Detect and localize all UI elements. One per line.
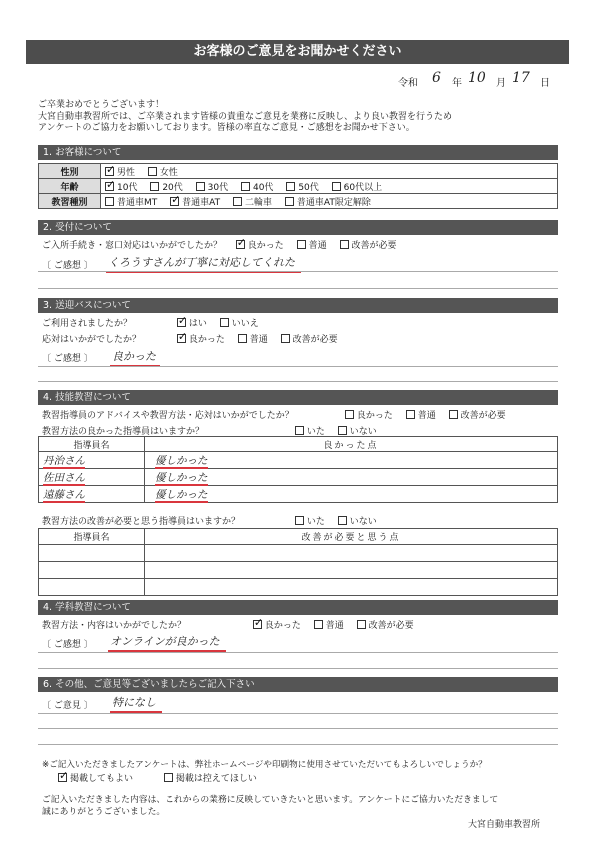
table-row [39, 545, 558, 562]
checkbox-icon [286, 182, 295, 191]
thanks-text [42, 794, 567, 818]
reception-normal-option[interactable]: 普通 [297, 238, 327, 251]
good-point[interactable]: 優しかった [155, 471, 208, 484]
type-option[interactable]: ✓ 普通車AT [170, 195, 220, 208]
table-row [39, 452, 558, 469]
type-option[interactable]: 二輪車 [233, 195, 272, 208]
bus-service-row [42, 332, 348, 345]
checkbox-icon [105, 197, 114, 206]
date-row [398, 70, 568, 90]
bus-good-option[interactable]: ✓ 良かった [177, 332, 225, 345]
reception-question: ご入所手続き・窓口対応はいかがでしたか？ [42, 241, 223, 251]
checkbox-icon [241, 182, 250, 191]
bus-comment-label: 〔 ご感想 〕 [42, 354, 93, 364]
skill-improve-option[interactable]: 改善が必要 [449, 408, 506, 421]
checkbox-icon [449, 410, 458, 419]
table-row [39, 579, 558, 596]
checkbox-icon [297, 240, 306, 249]
checkbox-icon [238, 334, 247, 343]
comment-line [38, 366, 558, 367]
reception-improve-option[interactable]: 改善が必要 [340, 238, 397, 251]
checkbox-icon [164, 773, 173, 782]
checkbox-checked-icon [177, 318, 186, 327]
age-option[interactable]: 40代 [241, 180, 273, 193]
checkbox-checked-icon [253, 620, 262, 629]
bus-comment[interactable]: 良かった [110, 348, 160, 367]
intro-line2: 大宮自動車教習所では、ご卒業されます皆様の貴重なご意見を業務に反映し、より良い教習を行うため [38, 111, 453, 122]
bad-yes-option[interactable]: いた [295, 514, 325, 527]
date-day[interactable]: 17 [512, 70, 530, 86]
date-year-unit: 年 [452, 78, 462, 89]
bad-instructor-table [38, 528, 558, 596]
checkbox-checked-icon [105, 167, 114, 176]
other-comment[interactable]: 特になし [110, 694, 162, 713]
bad-instructor-question: 教習方法の改善が必要と思う指導員はいますか？ [42, 517, 241, 527]
comment-line [38, 652, 558, 653]
age-option[interactable]: ✓ 10代 [105, 180, 137, 193]
checkbox-icon [196, 182, 205, 191]
col-bad-point: 改善が必要と思う点 [145, 529, 558, 545]
age-option[interactable]: 60代以上 [332, 180, 382, 193]
intro-line3: アンケートのご協力をお願いしております。皆様の率直なご意見・ご感想をお聞かせ下さい。 [38, 123, 415, 133]
col-good-point: 良かった点 [145, 437, 558, 452]
skill-question-row [42, 408, 516, 421]
section-1-header: 1. お客様について [38, 145, 558, 160]
good-instructor-table [38, 436, 558, 503]
other-comment-label: 〔 ご意見 〕 [42, 701, 93, 711]
date-month-unit: 月 [496, 78, 506, 89]
checkbox-icon [295, 516, 304, 525]
page-title: お客様のご意見をお聞かせください [193, 44, 402, 59]
checkbox-icon [338, 516, 347, 525]
bus-service-question: 応対はいかがでしたか？ [42, 335, 142, 345]
bus-no-option[interactable]: いいえ [220, 316, 259, 329]
lecture-normal-option[interactable]: 普通 [314, 618, 344, 631]
bus-normal-option[interactable]: 普通 [238, 332, 268, 345]
gender-options [101, 164, 558, 179]
checkbox-icon [345, 410, 354, 419]
comment-line [38, 668, 558, 669]
lecture-question: 教習方法・内容はいかがでしたか？ [42, 621, 187, 631]
bad-instructor-row [42, 514, 387, 527]
good-instructor-question: 教習方法の良かった指導員はいますか？ [42, 427, 205, 437]
date-year[interactable]: 6 [432, 70, 441, 86]
intro-line1: ご卒業おめでとうございます！ [38, 100, 165, 110]
date-month[interactable]: 10 [468, 70, 486, 86]
checkbox-icon [295, 426, 304, 435]
type-options [101, 194, 558, 209]
checkbox-icon [332, 182, 341, 191]
section-4-header: 4. 技能教習について [38, 390, 558, 405]
lecture-question-row [42, 618, 424, 631]
checkbox-checked-icon [58, 773, 67, 782]
reception-good-option[interactable]: ✓ 良かった [236, 238, 284, 251]
col-instructor-name: 指導員名 [39, 437, 145, 452]
checkbox-icon [150, 182, 159, 191]
publish-ok-option[interactable]: ✓掲載してもよい [58, 771, 133, 784]
intro-text [38, 100, 563, 135]
comment-line [38, 728, 558, 729]
checkbox-icon [285, 197, 294, 206]
date-era: 令和 [398, 78, 418, 89]
checkbox-icon [406, 410, 415, 419]
customer-info-table [38, 163, 558, 209]
gender-label: 性別 [39, 164, 101, 179]
skill-question: 教習指導員のアドバイスや教習方法・応対はいかがでしたか？ [42, 411, 294, 421]
table-row [39, 562, 558, 579]
section-2-header: 2. 受付について [38, 220, 558, 235]
company-name: 大宮自動車教習所 [468, 820, 541, 830]
bus-usage-row [42, 316, 269, 329]
skill-good-option[interactable]: 良かった [345, 408, 393, 421]
thanks-line2: 誠にありがとうございました。 [42, 807, 166, 817]
good-point[interactable]: 優しかった [155, 488, 208, 501]
bad-no-option[interactable]: いない [338, 514, 377, 527]
lecture-improve-option[interactable]: 改善が必要 [357, 618, 414, 631]
section-3-header: 3. 送迎バスについて [38, 298, 558, 313]
table-row [39, 486, 558, 503]
thanks-line1: ご記入いただきました内容は、これからの業務に反映していきたいと思います。アンケートにご協力いただきまして [42, 795, 499, 805]
lecture-comment[interactable]: オンラインが良かった [108, 633, 226, 652]
checkbox-icon [314, 620, 323, 629]
age-options [101, 179, 558, 194]
checkbox-icon [281, 334, 290, 343]
comment-line [38, 381, 558, 382]
age-option[interactable]: 50代 [286, 180, 318, 193]
checkbox-icon [220, 318, 229, 327]
good-yes-option[interactable]: いた [295, 424, 325, 437]
checkbox-icon [340, 240, 349, 249]
section-6-header: 6. その他、ご意見等ございましたらご記入下さい [38, 677, 558, 692]
type-option[interactable]: 普通車MT [105, 195, 157, 208]
instructor-name[interactable]: 遠藤さん [43, 488, 85, 501]
checkbox-checked-icon [170, 197, 179, 206]
age-option[interactable]: 20代 [150, 180, 182, 193]
gender-male-option[interactable]: ✓ 男性 [105, 165, 135, 178]
age-option[interactable]: 30代 [196, 180, 228, 193]
comment-line [38, 288, 558, 289]
checkbox-icon [357, 620, 366, 629]
instructor-name[interactable]: 佐田さん [43, 471, 85, 484]
checkbox-checked-icon [105, 182, 114, 191]
lecture-comment-label: 〔 ご感想 〕 [42, 640, 93, 650]
publish-ng-option[interactable]: 掲載は控えてほしい [164, 771, 257, 784]
checkbox-icon [233, 197, 242, 206]
skill-normal-option[interactable]: 普通 [406, 408, 436, 421]
table-row [39, 469, 558, 486]
date-day-unit: 日 [540, 78, 550, 89]
instructor-name[interactable]: 丹治さん [43, 454, 85, 467]
publish-options [58, 771, 267, 784]
lecture-good-option[interactable]: ✓ 良かった [253, 618, 301, 631]
age-label: 年齢 [39, 179, 101, 194]
checkbox-checked-icon [177, 334, 186, 343]
comment-line [38, 713, 558, 714]
checkbox-icon [148, 167, 157, 176]
col-instructor-name: 指導員名 [39, 529, 145, 545]
type-option[interactable]: 普通車AT限定解除 [285, 195, 371, 208]
checkbox-icon [338, 426, 347, 435]
bus-improve-option[interactable]: 改善が必要 [281, 332, 338, 345]
type-label: 教習種別 [39, 194, 101, 209]
gender-female-option[interactable]: 女性 [148, 165, 178, 178]
section-5-header: 4. 学科教習について [38, 600, 558, 615]
comment-line [38, 744, 558, 745]
reception-question-row [42, 238, 562, 251]
publish-note: ※ご記入いただきましたアンケートは、弊社ホームページや印刷物に使用させていただいてもよろしいでしょうか？ [42, 760, 487, 770]
bus-usage-question: ご利用されましたか？ [42, 319, 133, 329]
good-no-option[interactable]: いない [338, 424, 377, 437]
checkbox-checked-icon [236, 240, 245, 249]
comment-line [38, 271, 558, 272]
reception-comment-label: 〔 ご感想 〕 [42, 261, 93, 271]
good-point[interactable]: 優しかった [155, 454, 208, 467]
bus-yes-option[interactable]: ✓ はい [177, 316, 207, 329]
reception-comment[interactable]: くろうすさんが丁寧に対応してくれた [106, 254, 301, 273]
